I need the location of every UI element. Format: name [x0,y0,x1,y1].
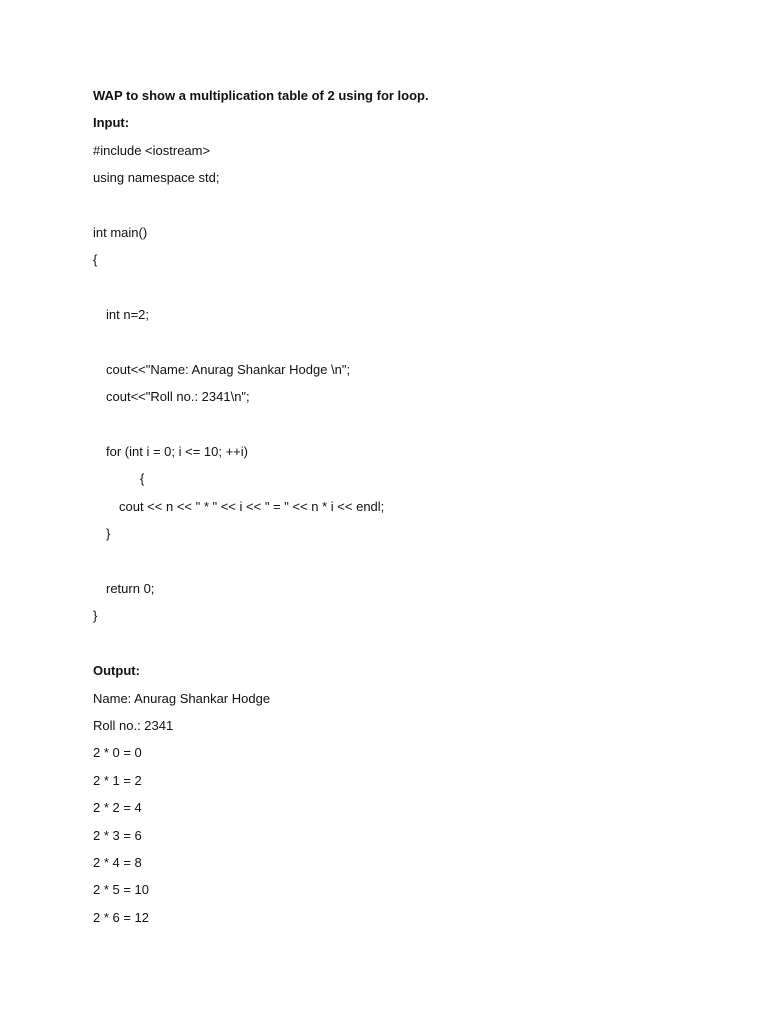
code-line: return 0; [106,581,155,597]
output-heading: Output: [93,663,140,679]
blank-line [93,278,713,305]
document-title: WAP to show a multiplication table of 2 using for loop. [93,88,429,103]
output-block [93,689,713,936]
code-line: { [140,471,145,487]
code-line: } [106,526,111,542]
code-line: cout<<"Roll no.: 2341\n"; [106,389,250,405]
output-line: Roll no.: 2341 [93,717,174,733]
output-line: 2 * 0 = 0 [93,745,142,761]
code-line: int n=2; [106,307,150,323]
blank-line [93,333,713,360]
output-line: 2 * 2 = 4 [93,800,142,816]
output-line: 2 * 3 = 6 [93,827,142,843]
code-line: using namespace std; [93,170,220,186]
code-line: int main() [93,224,148,240]
blank-line [93,415,713,442]
code-block [93,141,713,634]
blank-line [93,634,713,661]
output-line: Name: Anurag Shankar Hodge [93,690,271,706]
code-line: for (int i = 0; i <= 10; ++i) [106,444,248,460]
code-line: { [93,252,98,268]
code-line: cout << n << " * " << i << " = " << n * i << endl; [119,498,385,514]
document-page [93,86,713,935]
blank-line [93,196,713,223]
output-line: 2 * 1 = 2 [93,772,142,788]
blank-line [93,552,713,579]
input-heading: Input: [93,115,130,131]
code-line: #include <iostream> [93,142,211,158]
code-line: cout<<"Name: Anurag Shankar Hodge \n"; [106,361,351,377]
output-line: 2 * 5 = 10 [93,882,150,898]
output-line: 2 * 6 = 12 [93,909,150,925]
code-line: } [93,608,98,624]
output-line: 2 * 4 = 8 [93,854,142,870]
